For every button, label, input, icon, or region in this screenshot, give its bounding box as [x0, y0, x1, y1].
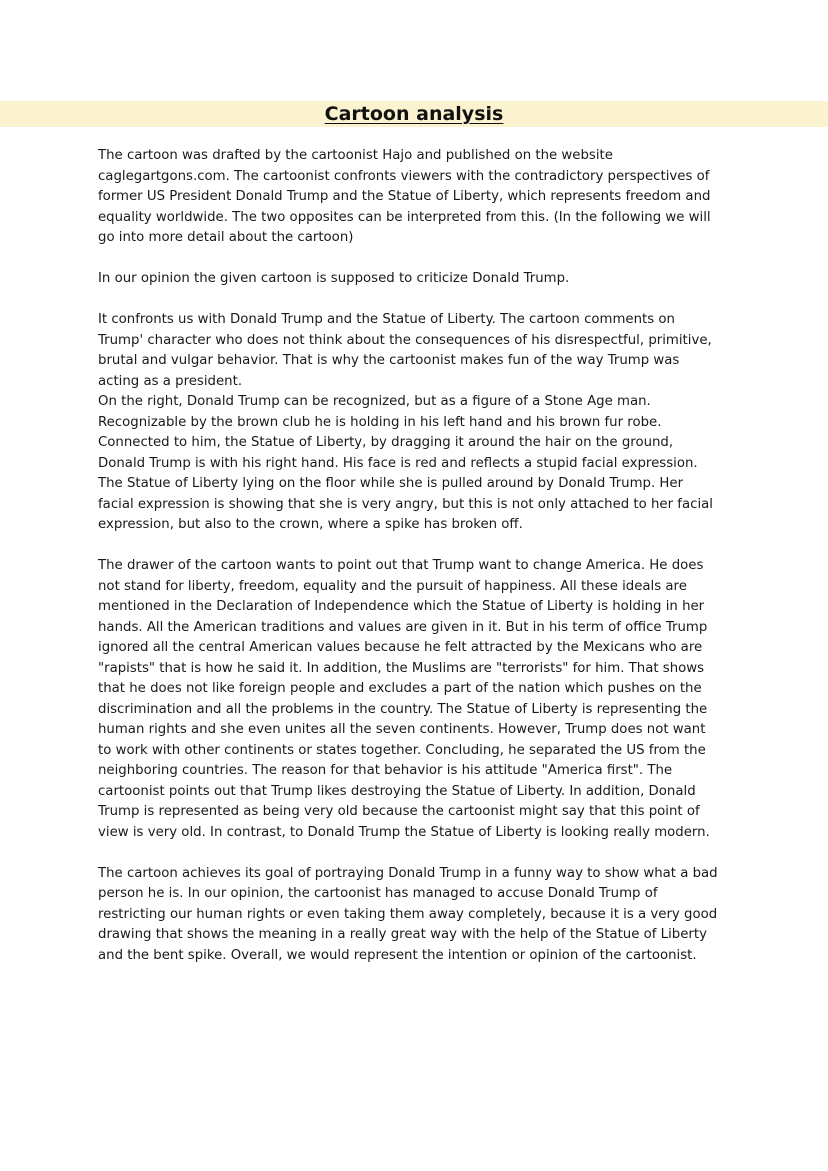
- paragraph-opinion: In our opinion the given cartoon is supposed to criticize Donald Trump.: [98, 271, 570, 286]
- document-body: [98, 146, 738, 987]
- paragraph-intro: The cartoon was drafted by the cartoonist Hajo and published on the website caglegartgons.com. The cartoonist confronts viewers with the contradictory perspectives of former US President Donald Trump and the Statue of Liberty, which represents freedom and equality worldwide. The two opposites can be interpreted from this. (In the following we will go into more detail about the cartoon): [98, 148, 711, 245]
- title-highlight-bar: [0, 101, 828, 127]
- paragraph-conclusion: The cartoon achieves its goal of portraying Donald Trump in a funny way to show what a bad person he is. In our opinion, the cartoonist has managed to accuse Donald Trump of restricting our human rights or even taking them away completely, because it is a very good drawing that shows the meaning in a really great way with the help of the Statue of Liberty and the bent spike. Overall, we would represent the intention or opinion of the cartoonist.: [98, 865, 718, 963]
- paragraph-description: It confronts us with Donald Trump and the Statue of Liberty. The cartoon comments on Trump' character who does not think about the consequences of his disrespectful, primitive, brutal and vulgar behavior. That is why the cartoonist makes fun of the way Trump was acting as a president. On the right, Donald Trump can be recognized, but as a figure of a Stone Age man. Recognizable by the brown club he is holding in his left hand and his brown fur robe. Connected to him, the Statue of Liberty, by dragging it around the hair on the ground, Donald Trump is with his right hand. His face is red and reflects a stupid facial expression. The Statue of Liberty lying on the floor while she is pulled around by Donald Trump. Her facial expression is showing that she is very angry, but this is not only attached to her facial expression, but also to the crown, where a spike has broken off.: [98, 312, 713, 532]
- page-title: Cartoon analysis: [324, 103, 504, 125]
- paragraph-interpretation: The drawer of the cartoon wants to point out that Trump want to change America. He does not stand for liberty, freedom, equality and the pursuit of happiness. All these ideals are mentioned in the Declaration of Independence which the Statue of Liberty is holding in her hands. All the American traditions and values are given in it. But in his term of office Trump ignored all the central American values because he felt attracted by the Mexicans who are "rapists" that is how he said it. In addition, the Muslims are "terrorists" for him. That shows that he does not like foreign people and excludes a part of the nation which pushes on the discrimination and all the problems in the country. The Statue of Liberty is representing the human rights and she even unites all the seven continents. However, Trump does not want to work with other continents or states together. Concluding, he separated the US from the neighboring countries. The reason for that behavior is his attitude "America first". The cartoonist points out that Trump likes destroying the Statue of Liberty. In addition, Donald Trump is represented as being very old because the cartoonist might say that this point of view is very old. In contrast, to Donald Trump the Statue of Liberty is looking really modern.: [98, 558, 710, 840]
